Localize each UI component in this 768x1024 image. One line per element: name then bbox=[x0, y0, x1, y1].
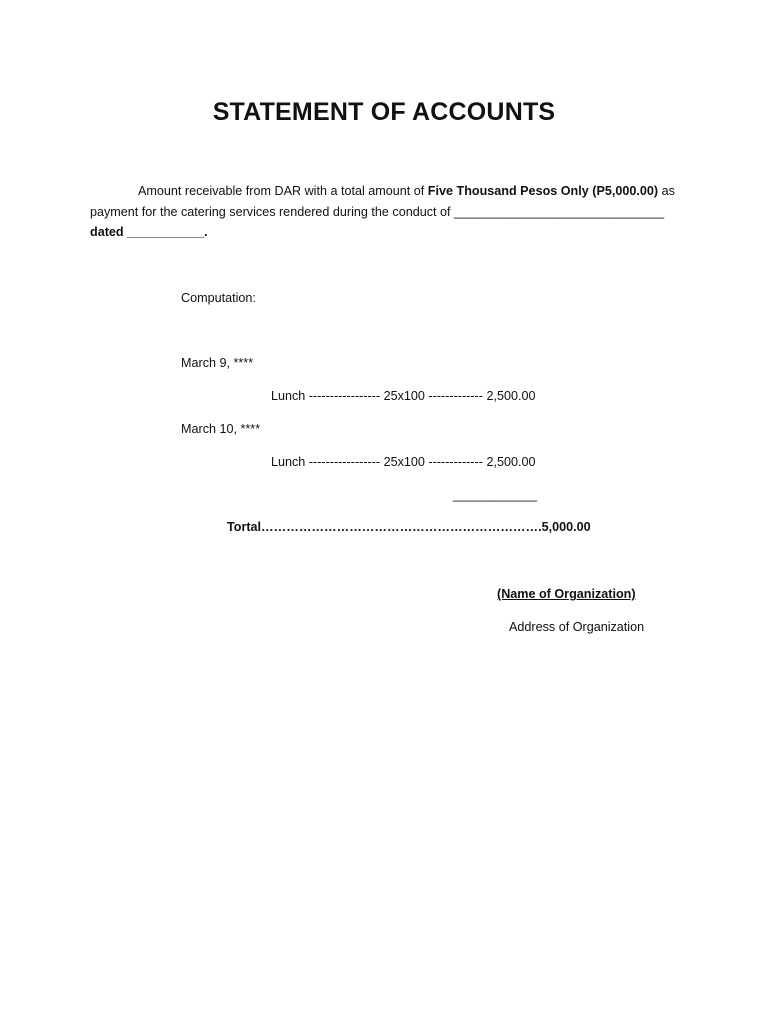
entry-date-1: March 9, **** bbox=[181, 356, 254, 370]
entry-line-2: Lunch ----------------- 25x100 ------------- 2,500.00 bbox=[271, 455, 536, 469]
paragraph-line-1 bbox=[90, 181, 690, 201]
total-underline: ____________ bbox=[453, 488, 538, 502]
paragraph-line-3: dated ___________. bbox=[90, 225, 208, 239]
paragraph-line-1-text: Amount receivable from DAR with a total amount of bbox=[138, 184, 428, 198]
entry-date-2: March 10, **** bbox=[181, 422, 261, 436]
amount-in-words: Five Thousand Pesos Only (P5,000.00) bbox=[427, 184, 659, 198]
paragraph-line-2: payment for the catering services rendered during the conduct of ______________________________ bbox=[90, 205, 665, 219]
computation-label: Computation: bbox=[181, 291, 256, 305]
entry-line-1: Lunch ----------------- 25x100 ------------- 2,500.00 bbox=[271, 389, 536, 403]
document-title: STATEMENT OF ACCOUNTS bbox=[212, 98, 556, 126]
organization-name: (Name of Organization) bbox=[497, 587, 636, 601]
paragraph-line-1-end: as bbox=[658, 184, 675, 198]
organization-address: Address of Organization bbox=[509, 620, 645, 634]
total-line: Tortal………………………………………………………….5,000.00 bbox=[227, 520, 591, 534]
